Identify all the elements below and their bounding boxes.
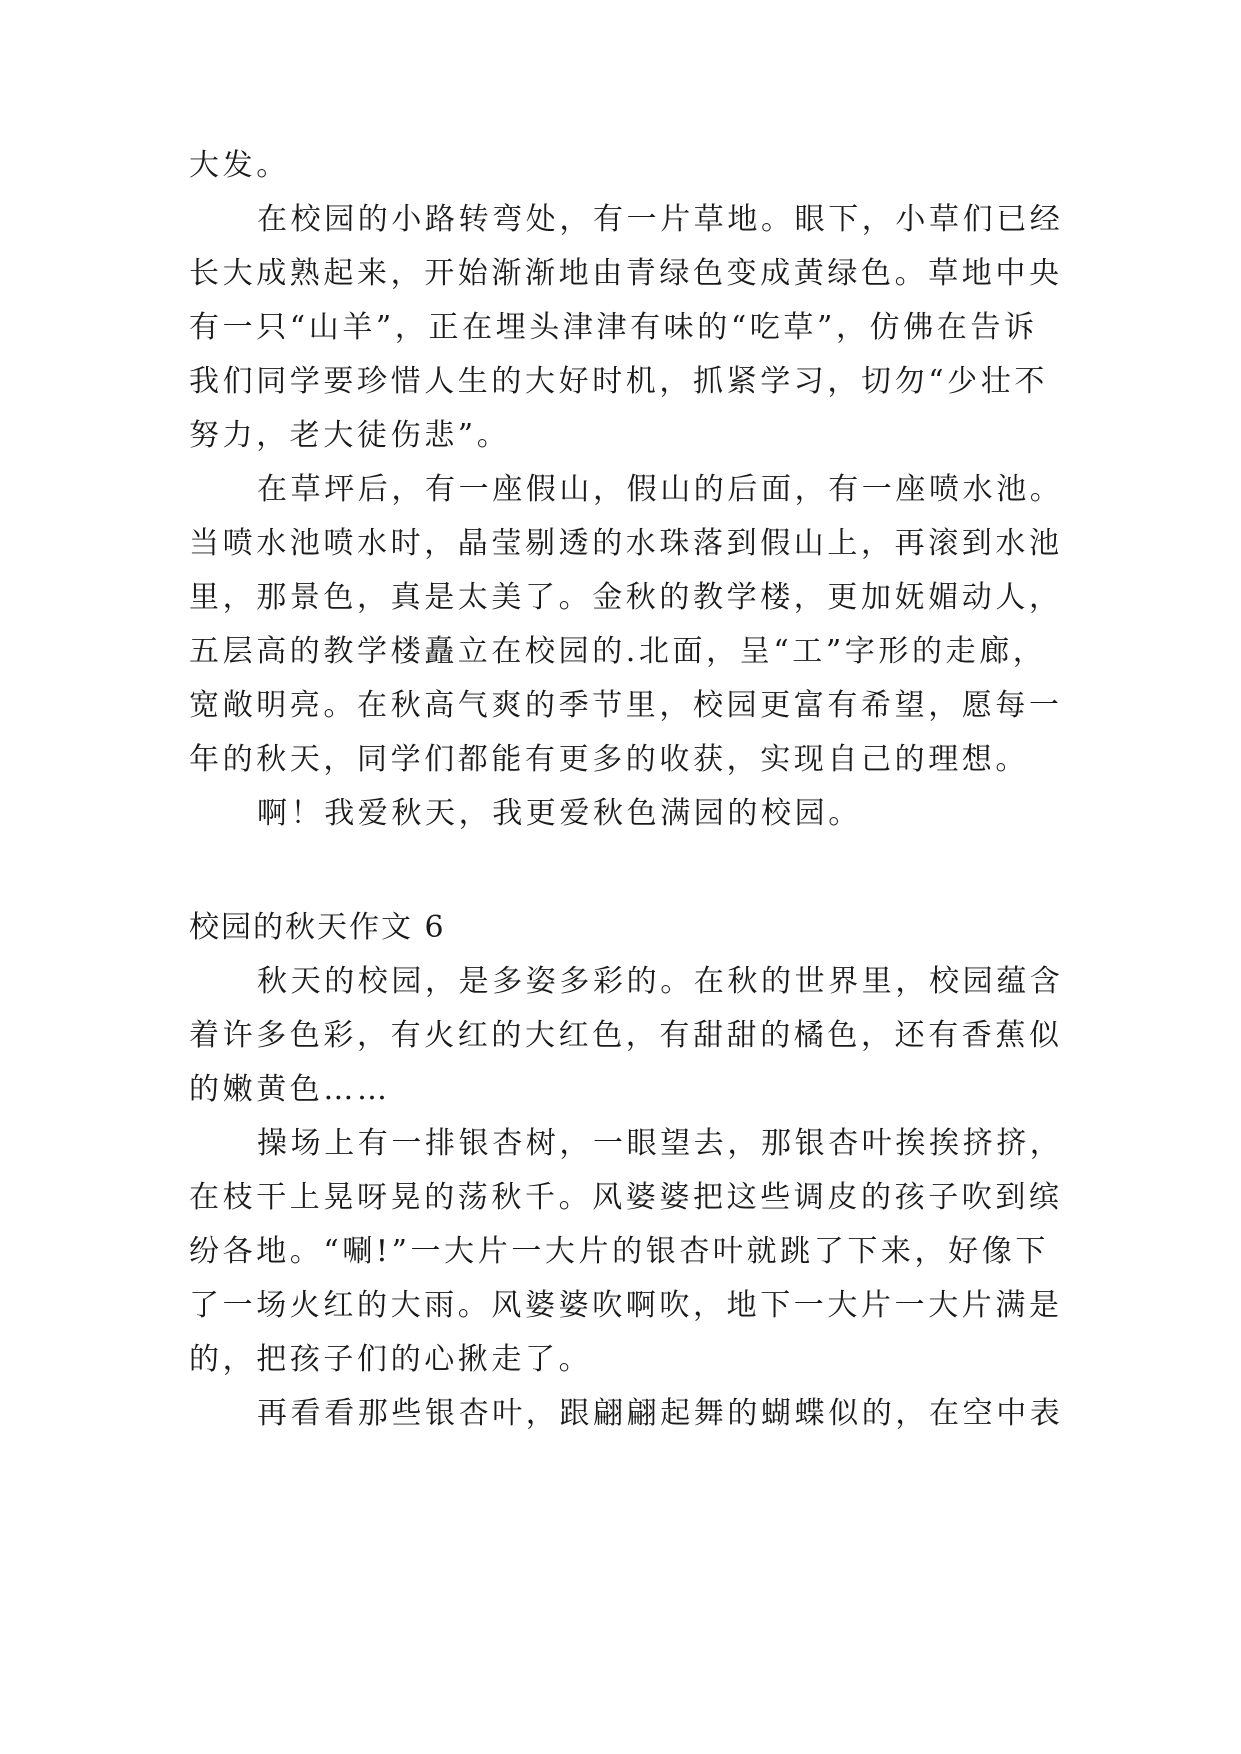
paragraph-start-line: 操场上有一排银杏树，一眼望去，那银杏叶挨挨挤挤，	[257, 1126, 1064, 1161]
text-line: 纷各地。“唰!”一大片一大片的银杏叶就跳了下来，好像下	[189, 1234, 1049, 1269]
text-line: 的嫩黄色……	[189, 1072, 391, 1107]
paragraph-start-line: 秋天的校园，是多姿多彩的。在秋的世界里，校园蕴含	[257, 964, 1064, 999]
text-line: 五层高的教学楼矗立在校园的.北面，呈“工”字形的走廊，	[189, 634, 1047, 669]
text-line: 里，那景色，真是太美了。金秋的教学楼，更加妩媚动人，	[189, 580, 1063, 615]
text-line: 的，把孩子们的心揪走了。	[189, 1342, 593, 1377]
text-line: 着许多色彩，有火红的大红色，有甜甜的橘色，还有香蕉似	[189, 1018, 1063, 1053]
text-line: 宽敞明亮。在秋高气爽的季节里，校园更富有希望，愿每一	[189, 688, 1063, 723]
paragraph-start-line: 再看看那些银杏叶，跟翩翩起舞的蝴蝶似的，在空中表	[257, 1396, 1064, 1431]
text-line: 有一只“山羊”，正在埋头津津有味的“吃草”，仿佛在告诉	[189, 310, 1038, 345]
text-line: 长大成熟起来，开始渐渐地由青绿色变成黄绿色。草地中央	[189, 256, 1063, 291]
text-line: 大发。	[189, 148, 290, 183]
text-line: 了一场火红的大雨。风婆婆吹啊吹，地下一大片一大片满是	[189, 1288, 1063, 1323]
paragraph-start-line: 啊！我爱秋天，我更爱秋色满园的校园。	[257, 796, 862, 831]
section-title: 校园的秋天作文 6	[189, 910, 446, 945]
paragraph-start-line: 在草坪后，有一座假山，假山的后面，有一座喷水池。	[257, 472, 1064, 507]
text-line: 我们同学要珍惜人生的大好时机，抓紧学习，切勿“少壮不	[189, 364, 1048, 399]
text-line: 当喷水池喷水时，晶莹剔透的水珠落到假山上，再滚到水池	[189, 526, 1063, 561]
paragraph-start-line: 在校园的小路转弯处，有一片草地。眼下，小草们已经	[257, 202, 1064, 237]
text-line: 年的秋天，同学们都能有更多的收获，实现自己的理想。	[189, 742, 1029, 777]
text-line: 在枝干上晃呀晃的荡秋千。风婆婆把这些调皮的孩子吹到缤	[189, 1180, 1063, 1215]
text-line: 努力，老大徒伤悲”。	[189, 418, 511, 453]
